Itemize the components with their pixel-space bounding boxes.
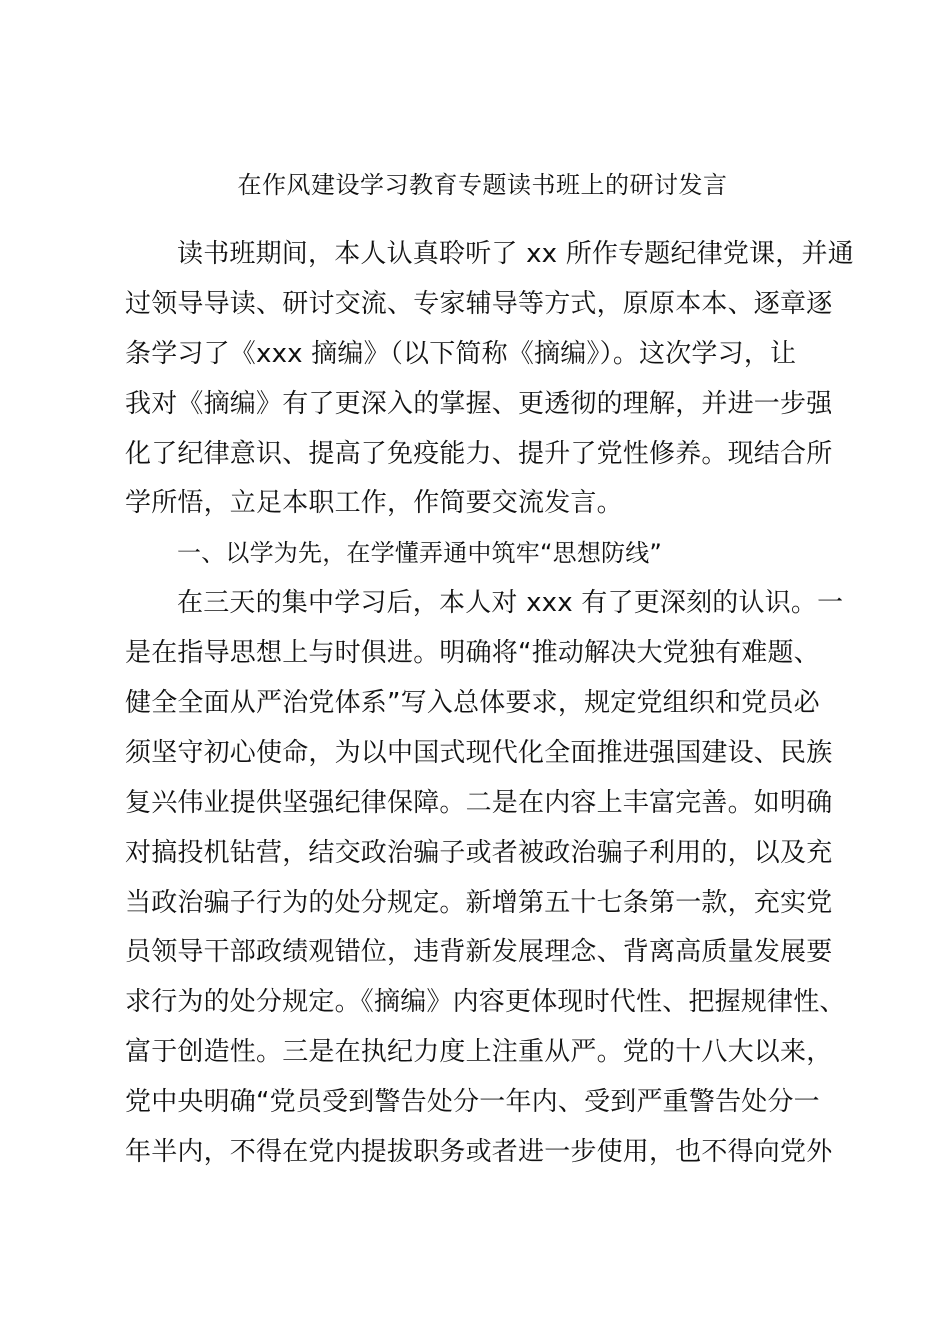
section-heading: 一、以学为先，在学懂弄通中筑牢“思想防线” — [177, 539, 663, 568]
paragraph-line: 读书班期间，本人认真聆听了 xx 所作专题纪律党课，并通 — [177, 239, 854, 269]
paragraph-line: 年半内，不得在党内提拔职务或者进一步使用，也不得向党外 — [125, 1137, 833, 1168]
document-body — [125, 230, 855, 1178]
document-title: 在作风建设学习教育专题读书班上的研讨发言 — [237, 171, 728, 199]
paragraph-line: 条学习了《xxx 摘编》（以下简称《摘编》）。这次学习，让 — [125, 338, 797, 369]
paragraph-line: 党中央明确“党员受到警告处分一年内、受到严重警告处分一 — [125, 1087, 820, 1118]
paragraph-line: 过领导导读、研讨交流、专家辅导等方式，原原本本、逐章逐 — [125, 288, 833, 319]
paragraph-line: 健全全面从严治党体系”写入总体要求，规定党组织和党员必 — [125, 688, 820, 719]
paragraph-line: 求行为的处分规定。《摘编》内容更体现时代性、把握规律性、 — [125, 987, 846, 1018]
paragraph-line: 当政治骗子行为的处分规定。新增第五十七条第一款，充实党 — [125, 887, 833, 918]
paragraph-line: 学所悟，立足本职工作，作简要交流发言。 — [125, 488, 623, 519]
paragraph-line: 员领导干部政绩观错位，违背新发展理念、背离高质量发展要 — [125, 937, 833, 968]
paragraph-line: 我对《摘编》有了更深入的掌握、更透彻的理解，并进一步强 — [125, 388, 833, 419]
paragraph-line: 富于创造性。三是在执纪力度上注重从严。党的十八大以来， — [125, 1037, 833, 1068]
paragraph-line: 复兴伟业提供坚强纪律保障。二是在内容上丰富完善。如明确 — [125, 787, 833, 818]
paragraph-line: 在三天的集中学习后，本人对 xxx 有了更深刻的认识。一 — [177, 588, 844, 619]
paragraph-line: 对搞投机钻营，结交政治骗子或者被政治骗子利用的，以及充 — [125, 837, 833, 868]
paragraph-line: 须坚守初心使命，为以中国式现代化全面推进强国建设、民族 — [125, 737, 833, 768]
paragraph-line: 化了纪律意识、提高了免疫能力、提升了党性修养。现结合所 — [125, 438, 833, 469]
paragraph-line: 是在指导思想上与时俱进。明确将“推动解决大党独有难题、 — [125, 638, 820, 669]
